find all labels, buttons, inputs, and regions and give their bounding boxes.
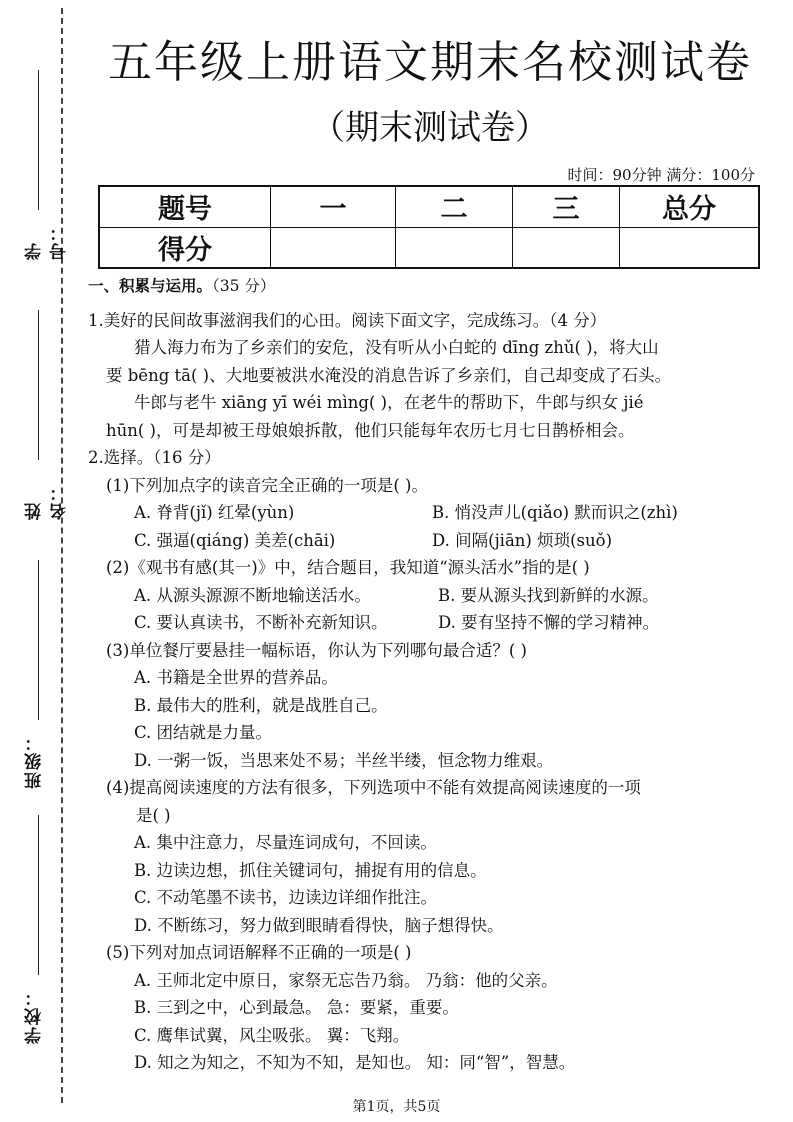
option-d[interactable]: D. 知之为知之，不知为不知，是知也。 知：同“智”，智慧。 bbox=[134, 1053, 576, 1072]
binding-dashed-line bbox=[61, 8, 63, 1103]
score-input-cell[interactable] bbox=[396, 227, 513, 268]
option-row bbox=[88, 582, 768, 610]
score-cell: 题号 bbox=[99, 186, 271, 227]
sub-question-2: (2)《观书有感(其一)》中，结合题目，我知道“源头活水”指的是( ) bbox=[106, 558, 590, 577]
sub-question-5: (5)下列对加点词语解释不正确的一项是( ) bbox=[106, 943, 412, 962]
passage-line: 牛郎与老牛 xiāng yī wéi mìng( )，在老牛的帮助下，牛郎与织女 jié bbox=[134, 393, 644, 412]
score-table-score-row bbox=[99, 227, 759, 268]
passage-line: hūn( )，可是却被王母娘娘拆散，他们只能每年农历七月七日鹊桥相会。 bbox=[106, 420, 635, 440]
option-a[interactable]: A. 书籍是全世界的营养品。 bbox=[134, 668, 338, 687]
option-b[interactable]: B. 边读边想，抓住关键词句，捕捉有用的信息。 bbox=[134, 860, 487, 880]
score-table-header-row bbox=[99, 186, 759, 227]
section-title: 一、积累与运用。 bbox=[88, 277, 213, 295]
option-row bbox=[88, 527, 768, 555]
section-points: （35 分） bbox=[212, 277, 276, 295]
student-number-label: 学号： bbox=[25, 222, 70, 260]
class-field bbox=[14, 560, 54, 790]
question-content bbox=[88, 272, 768, 1077]
score-table bbox=[98, 185, 760, 269]
option-d[interactable]: D. 要有坚持不懈的学习精神。 bbox=[438, 613, 660, 632]
sub-question-4-cont: 是( ) bbox=[136, 805, 171, 825]
score-cell: 总分 bbox=[620, 186, 760, 227]
page-title: 五年级上册语文期末名校测试卷 bbox=[108, 37, 752, 88]
name-line bbox=[38, 310, 39, 460]
score-input-cell[interactable] bbox=[620, 227, 760, 268]
option-d[interactable]: D. 不断练习，努力做到眼睛看得快，脑子想得快。 bbox=[134, 915, 504, 935]
class-label: 班级： bbox=[25, 732, 45, 789]
option-c[interactable]: C. 要认真读书，不断补充新知识。 bbox=[134, 613, 388, 632]
option-c[interactable]: C. 团结就是力量。 bbox=[134, 723, 273, 742]
student-number-line bbox=[38, 70, 39, 210]
sub-question-4: (4)提高阅读速度的方法有很多，下列选项中不能有效提高阅读速度的一项 bbox=[106, 778, 641, 797]
question-2-stem: 2.选择。（16 分） bbox=[88, 448, 221, 467]
option-row bbox=[88, 499, 768, 527]
sub-question-1: (1)下列加点字的读音完全正确的一项是( )。 bbox=[106, 475, 428, 495]
name-label: 姓名： bbox=[25, 482, 70, 520]
option-a[interactable]: A. 王师北定中原日，家祭无忘告乃翁。 乃翁：他的父亲。 bbox=[134, 970, 558, 990]
option-b[interactable]: B. 三到之中，心到最急。 急：要紧，重要。 bbox=[134, 998, 459, 1017]
name-field bbox=[14, 310, 70, 520]
school-label: 学校： bbox=[25, 987, 45, 1044]
question-1-stem: 1.美好的民间故事滋润我们的心田。阅读下面文字，完成练习。（4 分） bbox=[88, 310, 607, 330]
sub-question-3: (3)单位餐厅要悬挂一幅标语，你认为下列哪句最合适？( ) bbox=[106, 640, 527, 660]
option-a[interactable]: A. 脊背(jǐ) 红晕(yùn) bbox=[134, 503, 295, 522]
score-cell: 三 bbox=[513, 186, 620, 227]
option-d[interactable]: D. 间隔(jiān) 烦琐(suǒ) bbox=[432, 530, 613, 550]
score-cell: 二 bbox=[396, 186, 513, 227]
school-line bbox=[38, 815, 39, 975]
score-cell: 得分 bbox=[99, 227, 271, 268]
passage-line: 猎人海力布为了乡亲们的安危，没有听从小白蛇的 dīng zhǔ( )，将大山 bbox=[134, 338, 659, 357]
option-c[interactable]: C. 不动笔墨不读书，边读边详细作批注。 bbox=[134, 888, 438, 907]
class-line bbox=[38, 560, 39, 720]
option-a[interactable]: A. 从源头源源不断地输送活水。 bbox=[134, 585, 371, 605]
option-b[interactable]: B. 最伟大的胜利，就是战胜自己。 bbox=[134, 695, 388, 715]
option-d[interactable]: D. 一粥一饭，当思来处不易；半丝半缕，恒念物力维艰。 bbox=[134, 750, 554, 770]
page-subtitle: （期末测试卷） bbox=[311, 108, 549, 148]
option-b[interactable]: B. 悄没声儿(qiǎo) 默而识之(zhì) bbox=[432, 503, 678, 522]
option-a[interactable]: A. 集中注意力，尽量连词成句，不回读。 bbox=[134, 833, 437, 852]
passage-line: 要 bēng tā( )、大地要被洪水淹没的消息告诉了乡亲们，自己却变成了石头。 bbox=[106, 365, 672, 385]
score-cell: 一 bbox=[271, 186, 396, 227]
option-b[interactable]: B. 要从源头找到新鲜的水源。 bbox=[438, 585, 659, 605]
exam-meta: 时间：90分钟 满分：100分 bbox=[567, 166, 755, 184]
option-row bbox=[88, 609, 768, 637]
page-number: 第1页，共5页 bbox=[352, 1099, 441, 1115]
school-field bbox=[14, 815, 54, 1045]
section-heading bbox=[88, 272, 768, 301]
option-c[interactable]: C. 强逼(qiáng) 美差(chāi) bbox=[134, 530, 336, 550]
score-input-cell[interactable] bbox=[513, 227, 620, 268]
score-input-cell[interactable] bbox=[271, 227, 396, 268]
option-c[interactable]: C. 鹰隼试翼，风尘吸张。 翼：飞翔。 bbox=[134, 1025, 410, 1045]
student-number-field bbox=[14, 70, 70, 260]
